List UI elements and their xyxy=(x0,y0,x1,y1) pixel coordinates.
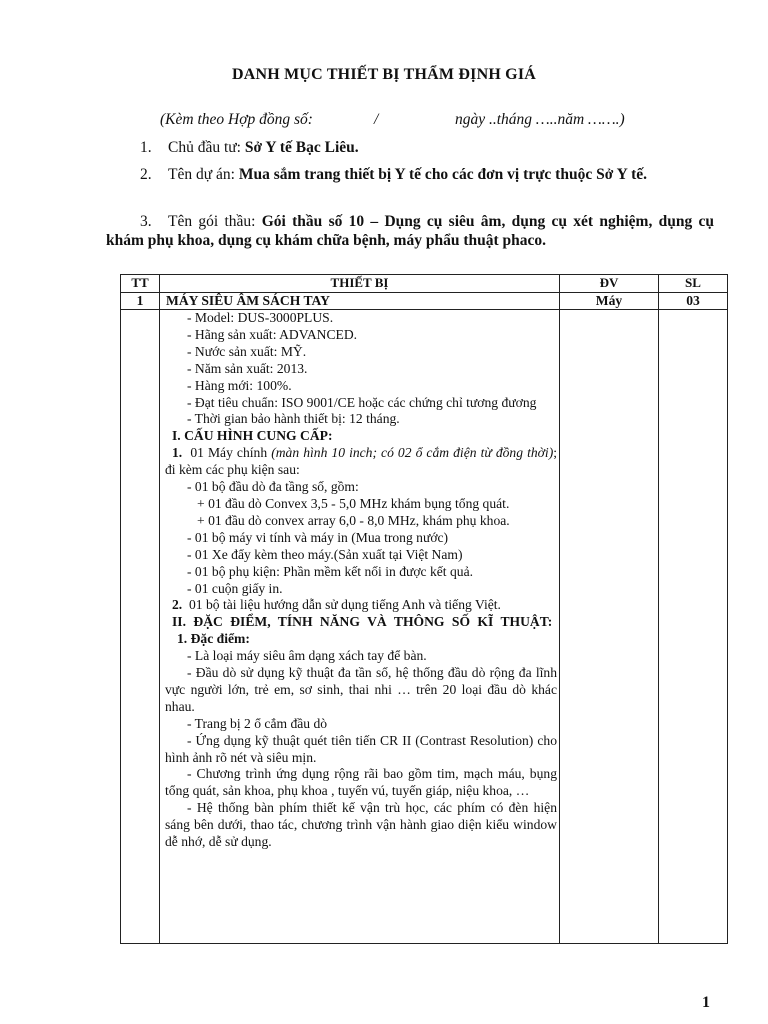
item-value: Gói thầu số 10 – Dụng cụ siêu âm, dụng cụ xét nghiệm, dụng cụ khám phụ khoa, dụng cụ khám chữa bệnh, máy phẩu thuật phaco. xyxy=(106,213,714,249)
header-unit: ĐV xyxy=(560,275,659,293)
feature-line: - Trang bị 2 ổ cắm đầu dò xyxy=(187,715,328,731)
section-heading: I. CẤU HÌNH CUNG CẤP: xyxy=(172,428,333,444)
probe-line: + 01 đầu dò Convex 3,5 - 5,0 MHz khám bụng tổng quát. xyxy=(197,495,510,511)
table-row xyxy=(121,310,728,944)
item-label: Chủ đầu tư: xyxy=(168,139,245,156)
header-qty: SL xyxy=(659,275,728,293)
project-line xyxy=(106,165,714,184)
cell-tt: 1 xyxy=(121,293,160,310)
item-number: 2. xyxy=(140,166,152,183)
item-label: Tên gói thầu: xyxy=(168,213,262,230)
config-line: - 01 bộ máy vi tính và máy in (Mua trong nước) xyxy=(187,529,449,545)
spec-line: - Thời gian bảo hành thiết bị: 12 tháng. xyxy=(187,411,400,427)
item-label: Tên dự án: xyxy=(168,166,239,183)
spec-line: - Model: DUS-3000PLUS. xyxy=(187,310,334,325)
spec-line: - Hàng mới: 100%. xyxy=(187,377,292,393)
cell-tt-empty xyxy=(121,310,160,944)
features-heading: 1. Đặc điểm: xyxy=(177,631,250,647)
package-line xyxy=(106,212,714,250)
config-line: - 01 cuộn giấy in. xyxy=(187,580,283,596)
feature-line: - Là loại máy siêu âm dạng xách tay để bàn. xyxy=(187,648,427,664)
config-text: 01 bộ tài liệu hướng dẫn sử dụng tiếng Anh và tiếng Việt. xyxy=(189,597,501,613)
cell-qty: 03 xyxy=(659,293,728,310)
feature-line: - Ứng dụng kỹ thuật quét tiên tiến CR II (Contrast Resolution) cho hình ảnh rõ nét và siêu mịn. xyxy=(165,732,557,765)
config-line: - 01 bộ phụ kiện: Phần mềm kết nối in được kết quả. xyxy=(187,563,474,579)
item-value: Mua sắm trang thiết bị Y tế cho các đơn vị trực thuộc Sở Y tế. xyxy=(238,166,647,183)
document-title: DANH MỤC THIẾT BỊ THẨM ĐỊNH GIÁ xyxy=(231,66,537,83)
cell-unit-empty xyxy=(560,310,659,944)
contract-reference-label: (Kèm theo Hợp đồng số: xyxy=(160,111,313,128)
investor-line xyxy=(106,138,714,157)
spec-line: - Nước sản xuất: MỸ. xyxy=(187,343,307,359)
header-tt: TT xyxy=(121,275,160,293)
config-line: - 01 Xe đẩy kèm theo máy.(Sản xuất tại Việt Nam) xyxy=(187,546,463,562)
config-number: 2. xyxy=(172,597,183,613)
cell-device: MÁY SIÊU ÂM SÁCH TAY xyxy=(160,293,560,310)
equipment-table xyxy=(120,274,728,944)
cell-unit: Máy xyxy=(560,293,659,310)
section-heading: II. ĐẶC ĐIỂM, TÍNH NĂNG VÀ THÔNG SỐ KĨ THUẬT: xyxy=(172,614,553,630)
table-row xyxy=(121,293,728,310)
feature-line: - Chương trình ứng dụng rộng rãi bao gồm tim, mạch máu, bụng tổng quát, sản khoa, phụ khoa , tuyến vú, tuyến giáp, niệu khoa, … xyxy=(165,766,557,799)
item-number: 1. xyxy=(140,139,152,156)
config-line: - 01 bộ đầu dò đa tầng số, gồm: xyxy=(187,479,359,495)
config-docs xyxy=(165,597,557,614)
page-number: 1 xyxy=(702,994,710,1011)
config-number: 1. xyxy=(172,445,183,461)
probe-line: + 01 đầu dò convex array 6,0 - 8,0 MHz, khám phụ khoa. xyxy=(197,512,510,528)
spec-line: - Đạt tiêu chuẩn: ISO 9001/CE hoặc các chứng chỉ tương đương xyxy=(187,394,537,410)
config-text: 01 Máy chính xyxy=(190,445,272,461)
item-value: Sở Y tế Bạc Liêu. xyxy=(244,139,359,156)
contract-reference-date: ngày ..tháng …..năm …….) xyxy=(455,111,625,128)
config-text: ; đi kèm các phụ kiện sau: xyxy=(165,445,557,478)
config-italic: (màn hình 10 inch; có 02 ổ cắm điện từ đồng thời) xyxy=(271,445,554,461)
spec-content xyxy=(160,310,560,944)
spec-line: - Hãng sản xuất: ADVANCED. xyxy=(187,326,358,342)
contract-reference-slash: / xyxy=(374,111,379,128)
feature-line: - Hệ thống bàn phím thiết kế vận trù học, các phím có đèn hiện sáng bên dưới, thao tác, chương trình vận hành giao diện kiểu window dễ nhớ, dễ sử dụng. xyxy=(165,800,557,850)
feature-line: - Đầu dò sử dụng kỹ thuật đa tần số, hệ thống đầu dò rộng đa lĩnh vực người lớn, trẻ em, sơ sinh, thai nhi … trên 20 loại đầu dò khác nhau. xyxy=(165,665,557,714)
table-header-row xyxy=(121,275,728,293)
cell-qty-empty xyxy=(659,310,728,944)
spec-line: - Năm sản xuất: 2013. xyxy=(187,360,308,376)
config-main xyxy=(165,445,557,479)
item-number: 3. xyxy=(140,213,152,230)
header-device: THIẾT BỊ xyxy=(160,275,560,293)
